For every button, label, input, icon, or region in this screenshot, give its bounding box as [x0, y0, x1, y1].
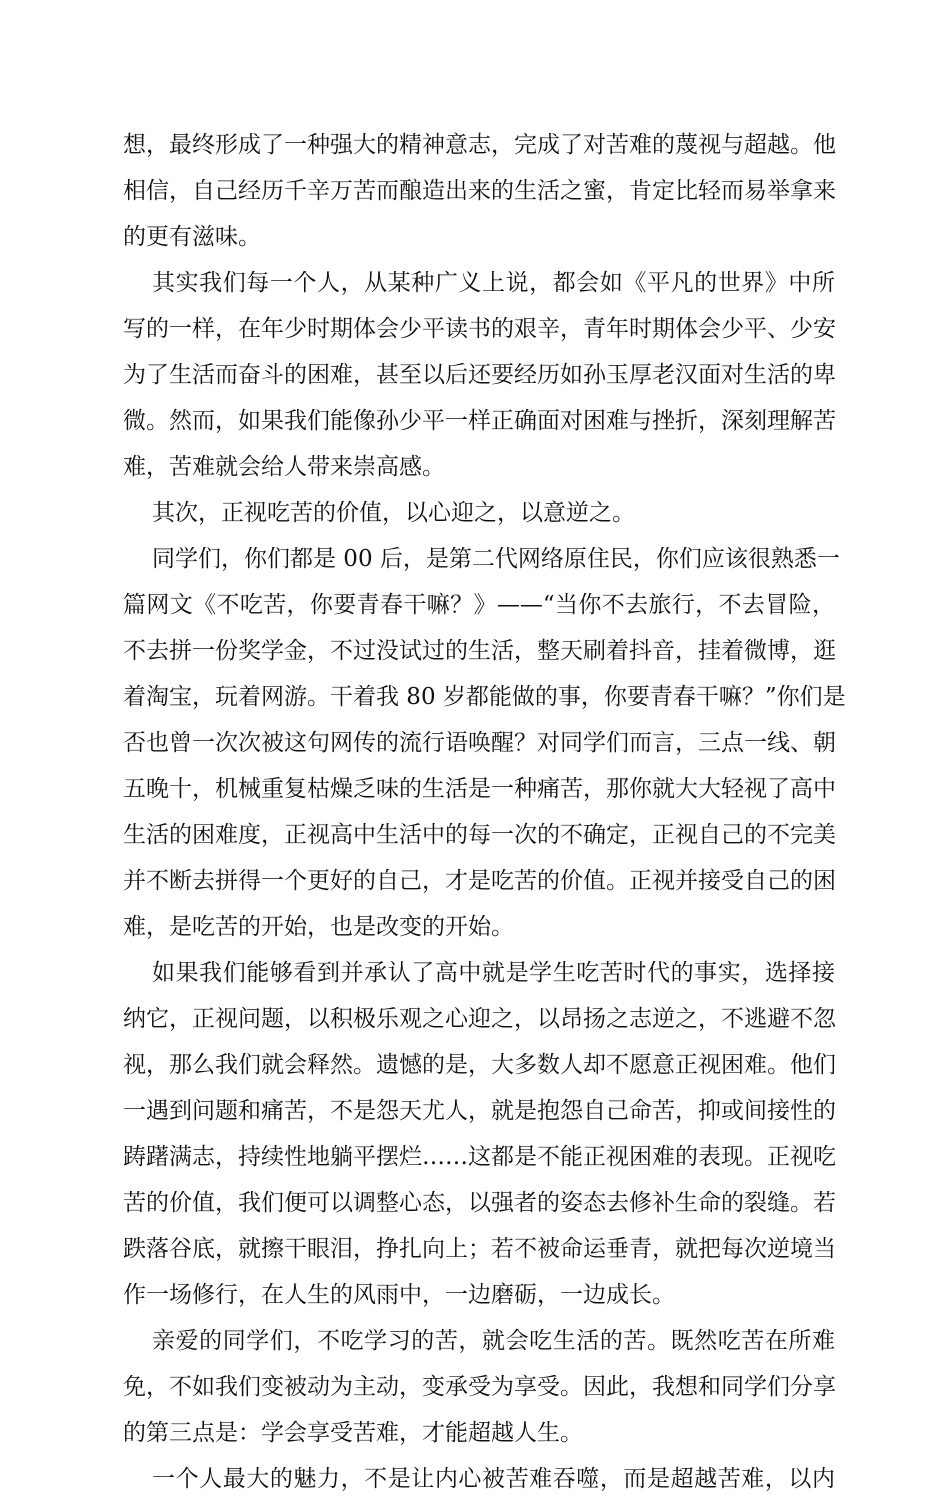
- document-body: [123, 122, 846, 1502]
- text-line: 难，苦难就会给人带来崇高感。: [123, 454, 445, 480]
- paragraph: [123, 1456, 835, 1502]
- text-line: 不去拼一份奖学金，不过没试过的生活，整天刷着抖音，挂着微博，逛: [123, 638, 836, 664]
- text-line: 作一场修行，在人生的风雨中，一边磨砺，一边成长。: [123, 1282, 675, 1308]
- paragraph: [123, 260, 835, 490]
- text-line: 苦的价值，我们便可以调整心态，以强者的姿态去修补生命的裂缝。若: [123, 1190, 836, 1216]
- text-line: 同学们，你们都是 00 后，是第二代网络原住民，你们应该很熟悉一: [152, 546, 840, 572]
- text-line: 难，是吃苦的开始，也是改变的开始。: [123, 914, 514, 940]
- text-line: 视，那么我们就会释然。遗憾的是，大多数人却不愿意正视困难。他们: [123, 1052, 836, 1078]
- text-line: 并不断去拼得一个更好的自己，才是吃苦的价值。正视并接受自己的困: [123, 868, 836, 894]
- text-line: 其次，正视吃苦的价值，以心迎之，以意逆之。: [152, 500, 635, 526]
- text-line: 着淘宝，玩着网游。干着我 80 岁都能做的事，你要青春干嘛？”你们是: [123, 684, 846, 710]
- paragraph: [123, 536, 846, 950]
- text-line: 生活的困难度，正视高中生活中的每一次的不确定，正视自己的不完美: [123, 822, 836, 848]
- text-line: 其实我们每一个人，从某种广义上说，都会如《平凡的世界》中所: [152, 270, 835, 296]
- text-line: 为了生活而奋斗的困难，甚至以后还要经历如孙玉厚老汉面对生活的卑: [123, 362, 836, 388]
- text-line: 跌落谷底，就擦干眼泪，挣扎向上；若不被命运垂青，就把每次逆境当: [123, 1236, 836, 1262]
- text-line: 免，不如我们变被动为主动，变承受为享受。因此，我想和同学们分享: [123, 1374, 836, 1400]
- text-line: 否也曾一次次被这句网传的流行语唤醒？对同学们而言，三点一线、朝: [123, 730, 836, 756]
- text-line: 纳它，正视问题，以积极乐观之心迎之，以昂扬之志逆之，不逃避不忽: [123, 1006, 836, 1032]
- text-line: 的更有滋味。: [123, 224, 261, 250]
- paragraph: [123, 490, 835, 536]
- text-line: 一遇到问题和痛苦，不是怨天尤人，就是抱怨自己命苦，抑或间接性的: [123, 1098, 836, 1124]
- text-line: 篇网文《不吃苦，你要青春干嘛？》——“当你不去旅行，不去冒险，: [123, 592, 835, 618]
- text-line: 踌躇满志，持续性地躺平摆烂……这都是不能正视困难的表现。正视吃: [123, 1144, 836, 1170]
- paragraph: [123, 950, 835, 1318]
- text-line: 一个人最大的魅力，不是让内心被苦难吞噬，而是超越苦难，以内: [152, 1466, 835, 1492]
- text-line: 的第三点是：学会享受苦难，才能超越人生。: [123, 1420, 583, 1446]
- text-line: 相信，自己经历千辛万苦而酿造出来的生活之蜜，肯定比轻而易举拿来: [123, 178, 836, 204]
- text-line: 写的一样，在年少时期体会少平读书的艰辛，青年时期体会少平、少安: [123, 316, 836, 342]
- text-line: 五晚十，机械重复枯燥乏味的生活是一种痛苦，那你就大大轻视了高中: [123, 776, 836, 802]
- text-line: 如果我们能够看到并承认了高中就是学生吃苦时代的事实，选择接: [152, 960, 835, 986]
- text-line: 想，最终形成了一种强大的精神意志，完成了对苦难的蔑视与超越。他: [123, 132, 836, 158]
- paragraph: [123, 122, 835, 260]
- paragraph: [123, 1318, 835, 1456]
- text-line: 亲爱的同学们，不吃学习的苦，就会吃生活的苦。既然吃苦在所难: [152, 1328, 835, 1354]
- text-line: 微。然而，如果我们能像孙少平一样正确面对困难与挫折，深刻理解苦: [123, 408, 836, 434]
